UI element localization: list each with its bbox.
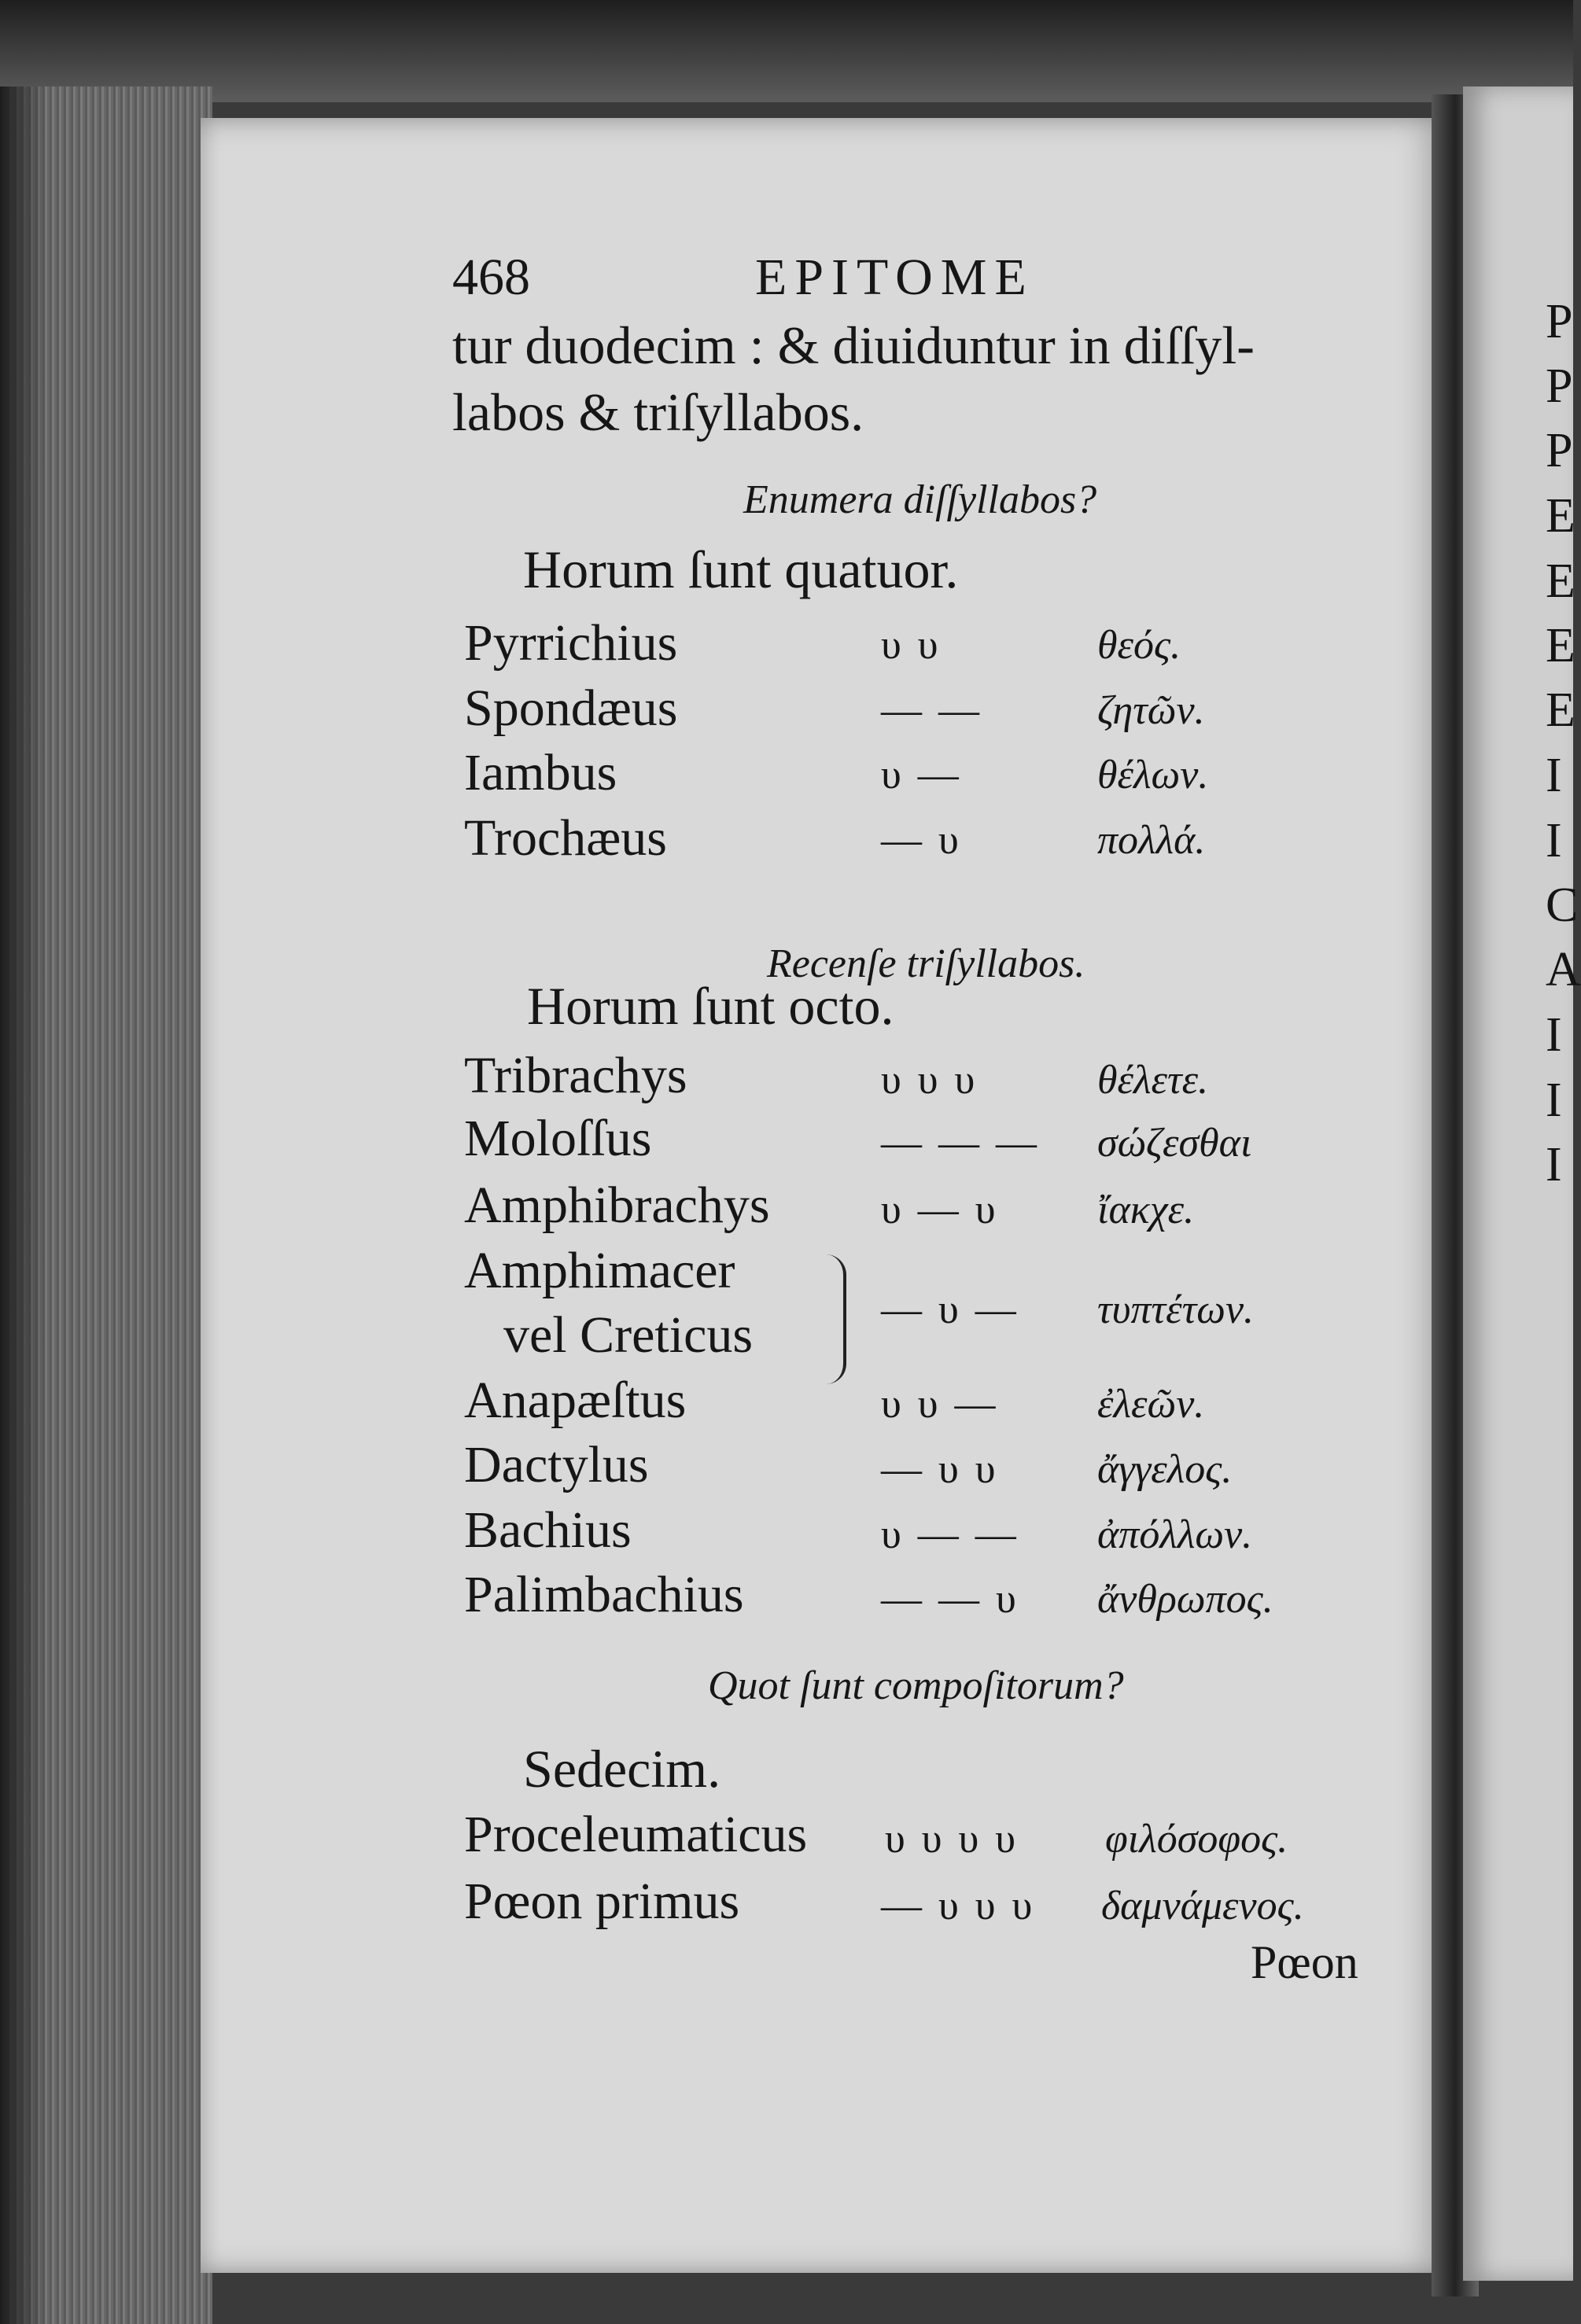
foot-name: Trochæus: [464, 809, 667, 867]
running-head: EPITOME: [755, 249, 1034, 306]
right-page-letter: P: [1546, 424, 1573, 477]
greek-example: φιλόσοφος.: [1105, 1817, 1288, 1862]
answer: Horum ſunt quatuor.: [523, 540, 959, 599]
greek-example: ἄνθρωπος.: [1097, 1577, 1273, 1622]
foot-name: Proceleumaticus: [464, 1806, 808, 1863]
question: Recenſe triſyllabos.: [767, 941, 1085, 986]
foot-name: Amphibrachys: [464, 1177, 770, 1234]
greek-example: θέλετε.: [1097, 1058, 1209, 1103]
page-number: 468: [452, 249, 530, 306]
brace-glyph: [826, 1254, 846, 1384]
greek-example: θεός.: [1097, 623, 1181, 668]
foot-meter: — —: [881, 688, 982, 733]
answer: Sedecim.: [523, 1739, 721, 1799]
foot-meter: υ υ υ: [881, 1058, 978, 1103]
greek-example: ζητῶν.: [1097, 688, 1205, 733]
greek-example: δαμνάμενος.: [1101, 1884, 1304, 1928]
catchword: Pœon: [1251, 1936, 1358, 1988]
greek-example: τυπτέτων.: [1097, 1287, 1255, 1332]
right-page-letter: E: [1546, 619, 1575, 672]
foot-meter: — — υ: [881, 1577, 1019, 1622]
right-page-letter: C: [1546, 878, 1579, 932]
answer: Horum ſunt octo.: [527, 976, 894, 1036]
foot-name: Pyrrichius: [464, 614, 678, 672]
greek-example: σώζεσθαι: [1097, 1121, 1252, 1166]
foot-name: Amphimacer: [464, 1242, 735, 1299]
greek-example: ἴακχε.: [1097, 1188, 1195, 1232]
foot-name: Bachius: [464, 1501, 632, 1559]
foot-meter: υ υ υ υ: [885, 1817, 1019, 1862]
book-top-edge: [0, 0, 1573, 102]
foot-meter: υ υ: [881, 623, 942, 668]
greek-example: πολλά.: [1097, 818, 1206, 863]
right-page-letter: E: [1546, 489, 1575, 543]
greek-example: ἄγγελος.: [1097, 1447, 1233, 1492]
foot-name: Palimbachius: [464, 1566, 744, 1623]
right-page-letter: I: [1546, 1074, 1562, 1127]
body-line: labos & triſyllabos.: [452, 382, 864, 442]
right-page-letter: I: [1546, 814, 1562, 867]
foot-meter: — υ —: [881, 1287, 1019, 1332]
greek-example: ἀπόλλων.: [1097, 1512, 1253, 1557]
right-page-letter: I: [1546, 749, 1562, 802]
right-page-letter: I: [1546, 1008, 1562, 1062]
foot-meter: — υ υ: [881, 1447, 999, 1492]
right-page-letter: E: [1546, 683, 1575, 737]
foot-meter: — υ: [881, 818, 962, 863]
right-page-letter: E: [1546, 554, 1575, 608]
greek-example: θέλων.: [1097, 753, 1209, 797]
question: Enumera diſſyllabos?: [743, 477, 1097, 522]
foot-meter: υ — υ: [881, 1188, 999, 1232]
foot-name: Moloſſus: [464, 1110, 652, 1167]
foot-meter: υ υ —: [881, 1382, 999, 1427]
foot-name: Iambus: [464, 744, 617, 801]
greek-example: ἐλεῶν.: [1097, 1382, 1205, 1427]
foot-name: Pœon primus: [464, 1873, 740, 1930]
foot-name: Tribrachys: [464, 1047, 687, 1104]
right-page-letter: A: [1546, 943, 1581, 996]
foot-name: Spondæus: [464, 680, 678, 737]
edge-shadow: [0, 87, 47, 2324]
foot-name: Dactylus: [464, 1436, 649, 1493]
foot-meter: — — —: [881, 1121, 1040, 1166]
foot-meter: — υ υ υ: [881, 1884, 1036, 1928]
foot-meter: υ —: [881, 753, 962, 797]
foot-name-alt: vel Creticus: [503, 1306, 754, 1364]
foot-meter: υ — —: [881, 1512, 1019, 1557]
body-line: tur duodecim : & diuiduntur in diſſyl-: [452, 315, 1255, 375]
foot-name: Anapæſtus: [464, 1372, 687, 1429]
right-page-letter: I: [1546, 1138, 1562, 1191]
right-page-letter: P: [1546, 295, 1573, 348]
right-page-letter: P: [1546, 359, 1573, 413]
question: Quot ſunt compoſitorum?: [708, 1663, 1124, 1708]
